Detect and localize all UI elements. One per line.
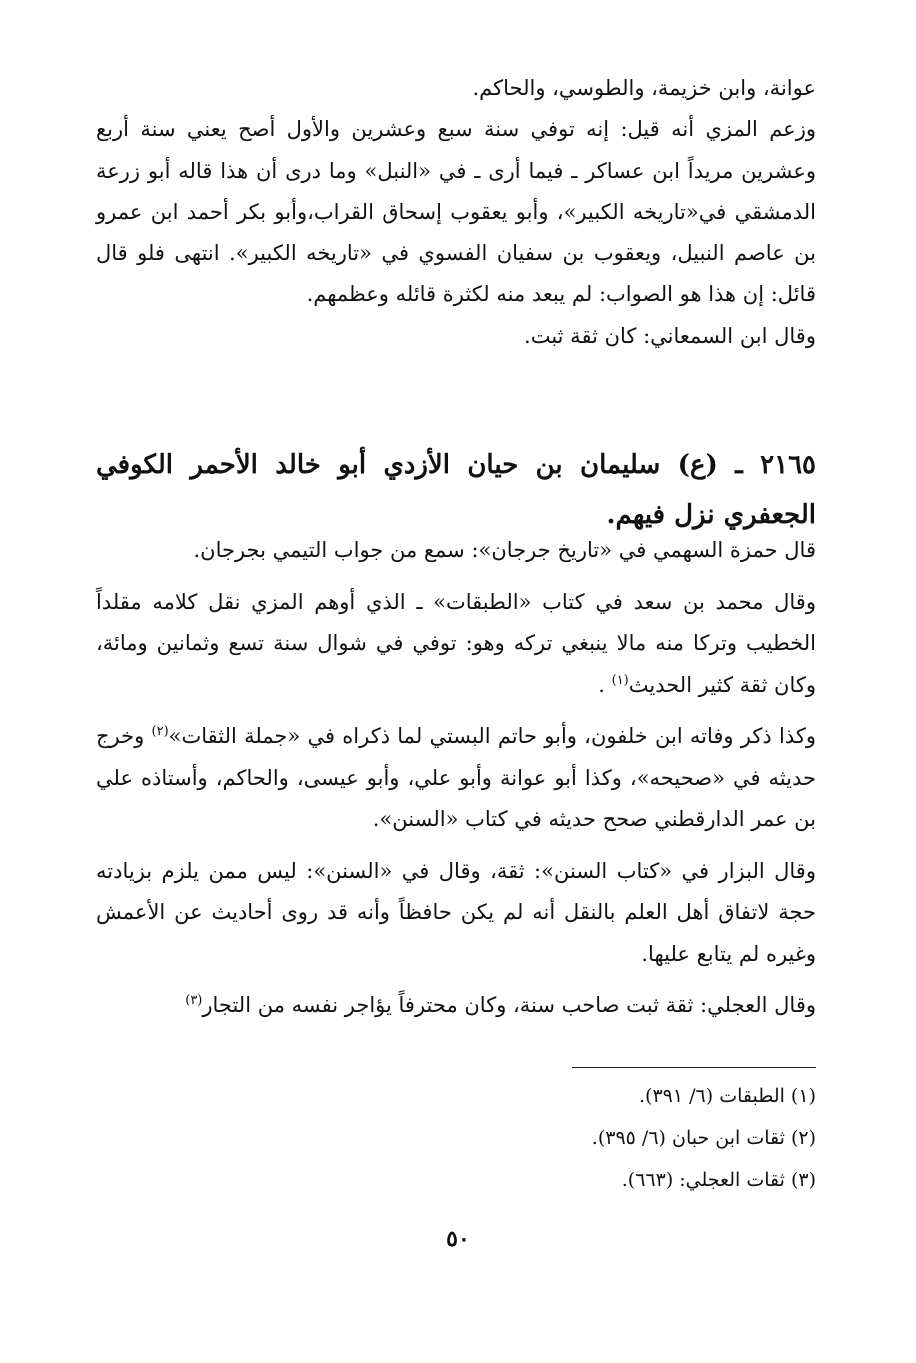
paragraph: عوانة، وابن خزيمة، والطوسي، والحاكم. — [472, 76, 816, 100]
footnotes — [300, 1075, 816, 1201]
paragraph-text: وكذا ذكر وفاته ابن خلفون، وأبو حاتم البستي لما ذكراه في «جملة الثقات» — [168, 724, 816, 748]
previous-entry-text — [96, 68, 816, 357]
paragraph-text: قال حمزة السهمي في «تاريخ جرجان»: سمع من جواب التيمي بجرجان. — [193, 538, 816, 562]
footnote-ref[interactable]: (٢) — [151, 724, 169, 739]
footnote: (٢) ثقات ابن حبان (٦/ ٣٩٥). — [591, 1127, 816, 1149]
entry-body — [96, 530, 816, 1037]
paragraph — [96, 582, 816, 707]
paragraph-text: وقال محمد بن سعد في كتاب «الطبقات» ـ الذي أوهم المزي نقل كلامه مقلداً الخطيب وتركا منه مالا ينبغي تركه وهو: توفي في شوال سنة تسع وثمانين ومائة، وكان ثقة كثير الحديث — [96, 589, 816, 697]
footnote-divider — [572, 1067, 816, 1068]
paragraph-text: وقال البزار في «كتاب السنن»: ثقة، وقال في «السنن»: ليس ممن يلزم بزيادته حجة لاتفاق أهل العلم بالنقل أنه لم يكن حافظاً وأنه قد روى أحاديث عن الأعمش وغيره لم يتابع عليها. — [96, 858, 816, 966]
footnote-ref[interactable]: (٣) — [185, 993, 203, 1008]
footnote-ref[interactable]: (١) — [611, 672, 629, 688]
paragraph — [96, 851, 816, 976]
paragraph-tail: . — [598, 672, 612, 697]
page-number: ٥٠ — [446, 1226, 470, 1252]
paragraph — [96, 530, 816, 572]
paragraph — [96, 716, 816, 841]
paragraph: وزعم المزي أنه قيل: إنه توفي سنة سبع وعشرين والأول أصح يعني سنة أربع وعشرين مريداً ابن عساكر ـ فيما أرى ـ في «النبل» وما درى أن هذا قاله أبو زرعة الدمشقي في«تاريخه الكبير»، وأبو يعقوب إسحاق القراب،وأبو بكر أحمد ابن عمرو بن عاصم النبيل، ويعقوب بن سفيان الفسوي في «تاريخه الكبير». انتهى فلو قال قائل: إن هذا هو الصواب: لم يبعد منه لكثرة قائله وعظمهم. — [96, 117, 816, 307]
entry-heading: ٢١٦٥ ـ (ع) سليمان بن حيان الأزدي أبو خالد الأحمر الكوفي الجعفري نزل فيهم. — [96, 450, 816, 530]
footnote: (٣) ثقات العجلي: (٦٦٣). — [621, 1169, 816, 1191]
footnote: (١) الطبقات (٦/ ٣٩١). — [639, 1085, 816, 1107]
paragraph — [96, 985, 816, 1027]
paragraph-tail: وخرج حديثه في «صحيحه»، وكذا أبو عوانة وأبو علي، وأبو عيسى، والحاكم، وأستاذه علي بن عمر الدارقطني صحح حديثه في كتاب «السنن». — [96, 724, 816, 831]
paragraph-text: وقال العجلي: ثقة ثبت صاحب سنة، وكان محترفاً يؤاجر نفسه من التجار — [202, 993, 816, 1017]
paragraph: وقال ابن السمعاني: كان ثقة ثبت. — [524, 323, 816, 348]
